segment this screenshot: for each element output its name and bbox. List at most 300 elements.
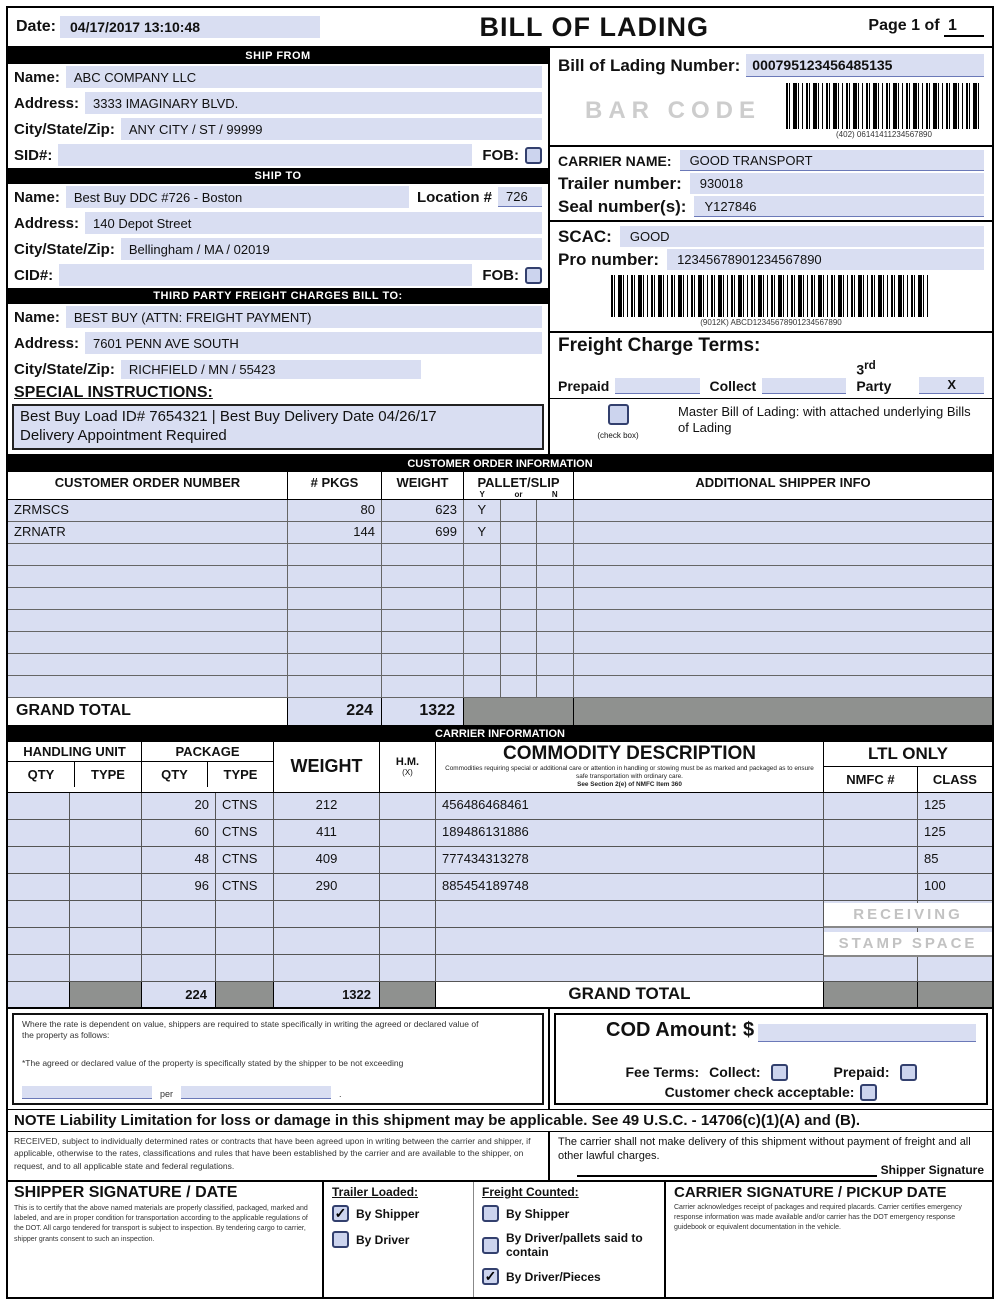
scac-row [550, 225, 992, 248]
order-number-cell[interactable]: ZRNATR [8, 522, 288, 543]
weight-cell[interactable]: 623 [382, 500, 464, 521]
hm-cell[interactable] [380, 820, 436, 846]
form-header [8, 8, 992, 48]
gt-pkg-qty: 224 [142, 982, 216, 1007]
shipper-signature-label: Shipper Signature [880, 1163, 984, 1178]
fee-collect-checkbox[interactable] [771, 1064, 788, 1081]
freight-counted-label: Freight Counted: [482, 1185, 579, 1200]
customer-order-row-empty [8, 544, 992, 566]
hu-qty-cell[interactable] [8, 901, 70, 927]
nmfc-label: NMFC # [824, 767, 918, 792]
weight-cell[interactable]: 290 [274, 874, 380, 900]
customer-order-header [8, 472, 992, 500]
pkgs-cell[interactable] [288, 654, 382, 675]
carrier-info-bar: CARRIER INFORMATION [8, 726, 992, 742]
carrier-info-row [8, 820, 992, 847]
address-label: Address: [14, 334, 80, 352]
check-box-caption: (check box) [597, 430, 639, 440]
hu-type-cell[interactable] [70, 793, 142, 819]
third-party-address-field[interactable]: 7601 PENN AVE SOUTH [85, 332, 542, 354]
ship-to-csz-row [8, 236, 548, 262]
trailer-number-field[interactable]: 930018 [690, 173, 984, 194]
commodity-header: COMMODITY DESCRIPTION Commodities requiring special or additional care or attention in handling or stowing must be as marked and packaged as to ensure safe transportation with ordinary care. See Section 2(e) of NMFC Item 360 [436, 742, 824, 792]
hu-qty-cell[interactable] [8, 820, 70, 846]
special-instructions-box[interactable] [12, 404, 544, 450]
received-section [8, 1132, 550, 1181]
order-number-cell[interactable] [8, 610, 288, 631]
weight-cell[interactable] [274, 955, 380, 981]
collect-field[interactable] [762, 378, 846, 394]
pallet-n-label: N [551, 489, 558, 499]
customer-order-row-empty [8, 676, 992, 698]
pkgs-cell[interactable] [288, 676, 382, 697]
sid-label: SID#: [14, 146, 53, 164]
ship-to-address-row [8, 210, 548, 236]
page-title: BILL OF LADING [479, 11, 709, 42]
pkgs-cell[interactable] [288, 544, 382, 565]
customer-grand-total-row [8, 698, 992, 726]
col-order-number: CUSTOMER ORDER NUMBER [8, 472, 288, 499]
freight-charge-terms [550, 331, 992, 398]
class-cell[interactable]: 100 [924, 877, 946, 893]
shipper-certification-text: This is to certify that the above named materials are properly classified, packaged, marked and labeled, and are in proper condition for transportation according to the applicable regulations of the DOT. All cargo tendered for transport is subject to inspection. By tendering cargo to carrier, shipper grants consent to such an inspection. [14, 1205, 308, 1243]
nmfc-cell[interactable] [824, 874, 918, 900]
master-bol-row [550, 398, 992, 443]
grand-total-gray-cell [574, 698, 992, 725]
csz-label: City/State/Zip: [14, 240, 115, 258]
prepaid-label: Prepaid: [833, 1064, 890, 1080]
ship-from-sid-field[interactable] [58, 144, 472, 166]
third-party-label: 3rd Party [856, 359, 892, 394]
gt-weight: 1322 [274, 982, 380, 1007]
commodity-cell[interactable]: 456486468461 [436, 793, 824, 819]
valuation-section [8, 1009, 550, 1109]
ship-from-name-row [8, 64, 548, 90]
freight-option: By Shipper [482, 1205, 656, 1222]
collect-label: Collect [709, 377, 757, 394]
nmfc-cell[interactable] [824, 820, 918, 846]
barcode-1-image [786, 83, 982, 129]
address-label: Address: [14, 94, 80, 112]
ship-from-address-row [8, 90, 548, 116]
customer-check-label: Customer check acceptable: [664, 1084, 855, 1100]
valuation-paragraph-1: Where the rate is dependent on value, shippers are required to state specifically in writing the agreed or declared value of the property as follows: [22, 1018, 479, 1041]
master-bol-checkbox-col [558, 404, 678, 440]
additional-info-cell[interactable] [574, 632, 992, 653]
additional-info-cell[interactable] [574, 500, 992, 521]
gt-gray-cell [216, 982, 274, 1007]
pkg-qty-cell[interactable] [142, 928, 216, 954]
bill-of-lading-form [6, 6, 994, 1299]
gt-label: GRAND TOTAL [436, 982, 824, 1007]
hu-type-cell[interactable] [70, 928, 142, 954]
order-number-cell[interactable] [8, 654, 288, 675]
pallet-or-label: or [514, 489, 523, 499]
pallet-cell[interactable] [464, 676, 574, 697]
customer-order-bar: CUSTOMER ORDER INFORMATION [8, 454, 992, 472]
pkg-qty-cell[interactable]: 96 [142, 874, 216, 900]
special-instructions-line2: Delivery Appointment Required [20, 426, 227, 444]
weight-cell[interactable] [274, 901, 380, 927]
pkg-qty-cell[interactable]: 20 [142, 793, 216, 819]
scac-box [550, 220, 992, 331]
barcode-1-caption: (402) 06141411234567890 [836, 130, 932, 139]
hu-type-cell[interactable] [70, 901, 142, 927]
hm-header: H.M. (X) [380, 742, 436, 792]
package-group: PACKAGE QTY TYPE [142, 742, 274, 792]
gt-gray-cell [380, 982, 436, 1007]
gt-gray-cell [918, 982, 992, 1007]
weight-cell[interactable]: 212 [274, 793, 380, 819]
ship-to-csz-field[interactable]: Bellingham / MA / 02019 [121, 238, 542, 260]
pro-number-row [550, 248, 992, 271]
fee-prepaid-checkbox[interactable] [900, 1064, 917, 1081]
cod-amount-label: COD Amount: $ [606, 1018, 755, 1041]
class-label: CLASS [932, 771, 977, 787]
third-party-name-field[interactable]: BEST BUY (ATTN: FREIGHT PAYMENT) [66, 306, 542, 328]
carrier-info-body [8, 793, 992, 1009]
liability-note: NOTE Liability Limitation for loss or damage in this shipment may be applicable. See 49 U.S.C. - 14706(c)(1)(A) and (B). [8, 1109, 992, 1132]
freight-option: By Driver/pallets said to contain [482, 1231, 656, 1259]
order-number-cell[interactable] [8, 676, 288, 697]
pkg-type-cell[interactable] [216, 928, 274, 954]
ship-to-cid-field[interactable] [59, 264, 472, 286]
pallet-cell[interactable]: Y [464, 500, 574, 521]
special-instructions-title: SPECIAL INSTRUCTIONS: [14, 384, 213, 401]
fee-terms-label: Fee Terms: [625, 1064, 700, 1080]
hu-qty-label: QTY [8, 762, 75, 787]
barcode-2-image [611, 275, 931, 317]
freight-counted-col [474, 1182, 664, 1297]
additional-info-cell[interactable] [574, 610, 992, 631]
carrier-info-header [8, 742, 992, 793]
carrier-signature-title: CARRIER SIGNATURE / PICKUP DATE [674, 1184, 947, 1202]
freight-by-shipper-checkbox[interactable] [482, 1205, 499, 1222]
valuation-box [12, 1013, 544, 1105]
weight-cell[interactable]: 411 [274, 820, 380, 846]
third-party-bar: THIRD PARTY FREIGHT CHARGES BILL TO: [8, 288, 548, 304]
carrier-name-label: CARRIER NAME: [558, 152, 672, 169]
trailer-option: ✓ By Shipper [332, 1205, 465, 1222]
ship-to-fob-checkbox[interactable] [525, 267, 542, 284]
carrier-info-row [8, 793, 992, 820]
per-unit-field[interactable] [181, 1086, 331, 1099]
hu-type-cell[interactable] [70, 820, 142, 846]
barcode-2-caption: (9012K) ABCD12345678901234567890 [700, 318, 842, 327]
valuation-paragraph-2: *The agreed or declared value of the property is specifically stated by the shipper to be not exceeding [22, 1058, 404, 1069]
customer-order-row-empty [8, 588, 992, 610]
valuation-blanks: per . [22, 1086, 342, 1099]
hu-qty-cell[interactable] [8, 955, 70, 981]
special-instructions-line1: Best Buy Load ID# 7654321 | Best Buy Delivery Date 04/26/17 [20, 408, 437, 425]
weight-cell[interactable] [382, 632, 464, 653]
scac-field[interactable]: GOOD [620, 226, 984, 247]
pkgs-cell[interactable]: 80 [288, 500, 382, 521]
hm-cell[interactable] [380, 928, 436, 954]
trailer-loaded-col [324, 1182, 474, 1297]
customer-check-checkbox[interactable] [860, 1084, 877, 1101]
shipper-signature-line [558, 1163, 984, 1177]
ship-from-fob-checkbox[interactable] [525, 147, 542, 164]
weight-cell[interactable] [274, 928, 380, 954]
pallet-cell[interactable] [464, 566, 574, 587]
cod-box [554, 1013, 988, 1105]
col-pallet-slip: PALLET/SLIP Y or N [464, 472, 574, 499]
fob-label: FOB: [482, 146, 519, 164]
freight-by-driver-pieces-checkbox[interactable] [482, 1268, 499, 1285]
pkg-qty-cell[interactable]: 48 [142, 847, 216, 873]
hu-type-label: TYPE [91, 766, 125, 782]
additional-info-cell[interactable] [574, 676, 992, 697]
barcode-2 [611, 275, 931, 327]
address-label: Address: [14, 214, 80, 232]
order-number-cell[interactable] [8, 632, 288, 653]
date-label: Date: [16, 18, 57, 35]
shipper-signature-section [8, 1182, 324, 1297]
pkg-type-cell[interactable] [216, 901, 274, 927]
bol-number-label: Bill of Lading Number: [558, 55, 741, 75]
order-number-cell[interactable] [8, 566, 288, 587]
trailer-loaded-label: Trailer Loaded: [332, 1185, 419, 1200]
seal-number-field[interactable]: Y127846 [694, 196, 984, 217]
hm-cell[interactable] [380, 901, 436, 927]
declared-value-field[interactable] [22, 1086, 152, 1099]
master-bol-checkbox[interactable] [608, 404, 629, 425]
pkgs-cell[interactable] [288, 588, 382, 609]
bol-number-row [550, 48, 992, 79]
customer-order-row [8, 500, 992, 522]
carrier-box [550, 145, 992, 220]
additional-info-cell[interactable] [574, 566, 992, 587]
hu-type-cell[interactable] [70, 955, 142, 981]
pallet-cell[interactable] [464, 654, 574, 675]
hm-cell[interactable] [380, 874, 436, 900]
csz-label: City/State/Zip: [14, 360, 115, 378]
grand-total-weight: 1322 [382, 698, 464, 725]
weight-cell[interactable] [382, 654, 464, 675]
pkg-type-cell[interactable]: CTNS [216, 793, 274, 819]
commodity-cell[interactable] [436, 901, 824, 927]
ship-from-address-field[interactable]: 3333 IMAGINARY BLVD. [85, 92, 542, 114]
weight-cell[interactable]: 409 [274, 847, 380, 873]
weight-cell[interactable] [382, 588, 464, 609]
master-bol-text: Master Bill of Lading: with attached underlying Bills of Lading [678, 403, 971, 435]
barcode-area-1 [550, 79, 992, 145]
nmfc-cell[interactable] [824, 847, 918, 873]
scac-label: SCAC: [558, 226, 612, 246]
gt-gray-cell [824, 982, 918, 1007]
weight-cell[interactable] [382, 544, 464, 565]
freight-option: ✓ By Driver/Pieces [482, 1268, 656, 1285]
class-cell[interactable]: 85 [924, 850, 939, 866]
third-party-csz-field[interactable]: RICHFIELD / MN / 55423 [121, 360, 421, 379]
pro-number-label: Pro number: [558, 249, 660, 269]
customer-order-row-empty [8, 566, 992, 588]
third-party-field[interactable]: X [919, 377, 984, 394]
name-label: Name: [14, 308, 60, 326]
pallet-cell[interactable]: Y [464, 522, 574, 543]
hu-qty-cell[interactable] [8, 793, 70, 819]
carrier-grand-total-row [8, 982, 992, 1009]
ship-from-csz-field[interactable]: ANY CITY / ST / 99999 [121, 118, 542, 140]
col-pkgs: # PKGS [288, 472, 382, 499]
col-additional-info: ADDITIONAL SHIPPER INFO [695, 474, 871, 490]
hm-cell[interactable] [380, 955, 436, 981]
customer-order-row-empty [8, 610, 992, 632]
signature-rule[interactable] [577, 1163, 877, 1177]
customer-check-row [566, 1084, 976, 1101]
hm-cell[interactable] [380, 793, 436, 819]
right-column [550, 48, 992, 454]
pkg-qty-cell[interactable]: 60 [142, 820, 216, 846]
order-number-cell[interactable]: ZRMSCS [8, 500, 288, 521]
handling-unit-group: HANDLING UNIT QTY TYPE [8, 742, 142, 792]
ship-from-name-field[interactable]: ABC COMPANY LLC [66, 66, 542, 88]
pkg-qty-cell[interactable] [142, 901, 216, 927]
weight-cell[interactable] [382, 676, 464, 697]
hu-qty-cell[interactable] [8, 847, 70, 873]
commodity-cell[interactable]: 189486131886 [436, 820, 824, 846]
hu-qty-cell[interactable] [8, 874, 70, 900]
customer-order-row-empty [8, 632, 992, 654]
ship-from-csz-row [8, 116, 548, 142]
pkg-qty-label: QTY [142, 762, 208, 787]
trailer-by-driver-checkbox[interactable] [332, 1231, 349, 1248]
loading-counting-section [324, 1182, 666, 1297]
carrier-signature-section [666, 1182, 992, 1297]
pkg-type-cell[interactable]: CTNS [216, 820, 274, 846]
ship-to-bar: SHIP TO [8, 168, 548, 184]
freight-charge-terms-options [558, 359, 984, 394]
page-number-field[interactable]: 1 [944, 17, 984, 37]
grand-total-pkgs: 224 [288, 698, 382, 725]
hu-qty-cell[interactable] [8, 928, 70, 954]
hu-type-cell[interactable] [70, 847, 142, 873]
page-indicator [868, 17, 984, 37]
third-party-name-row [8, 304, 548, 330]
ltl-group: LTL ONLY NMFC # CLASS [824, 742, 992, 792]
pallet-cell[interactable] [464, 632, 574, 653]
grand-total-gray-cell [464, 698, 574, 725]
freight-by-driver-pallets-checkbox[interactable] [482, 1237, 499, 1254]
class-cell[interactable]: 125 [924, 796, 946, 812]
pallet-cell[interactable] [464, 588, 574, 609]
third-party-csz-row [8, 356, 548, 382]
hm-cell[interactable] [380, 847, 436, 873]
third-party-address-row [8, 330, 548, 356]
pkg-qty-cell[interactable] [142, 955, 216, 981]
prepaid-label: Prepaid [558, 377, 610, 394]
additional-info-cell[interactable] [574, 588, 992, 609]
cod-amount-field[interactable] [758, 1024, 976, 1042]
pkg-type-cell[interactable] [216, 955, 274, 981]
trailer-by-shipper-checkbox[interactable] [332, 1205, 349, 1222]
additional-info-cell[interactable] [574, 522, 992, 543]
gt-cell [8, 982, 70, 1007]
carrier-info-row [8, 847, 992, 874]
gt-gray-cell [70, 982, 142, 1007]
carrier-info-row [8, 874, 992, 901]
commodity-cell[interactable]: 777434313278 [436, 847, 824, 873]
weight-cell[interactable]: 699 [382, 522, 464, 543]
barcode-1 [786, 83, 982, 139]
ship-from-bar: SHIP FROM [8, 48, 548, 64]
bol-number-field[interactable]: 000795123456485135 [746, 54, 984, 77]
ship-from-sid-row [8, 142, 548, 168]
csz-label: City/State/Zip: [14, 120, 115, 138]
customer-order-row-empty [8, 654, 992, 676]
weight-header: WEIGHT [274, 742, 380, 792]
seal-number-label: Seal number(s): [558, 196, 687, 216]
pallet-cell[interactable] [464, 544, 574, 565]
col-weight: WEIGHT [382, 472, 464, 499]
shipper-signature-title: SHIPPER SIGNATURE / DATE [14, 1184, 238, 1202]
left-column [8, 48, 550, 454]
prepaid-field[interactable] [615, 378, 699, 394]
trailer-number-row [550, 172, 992, 195]
pkg-type-cell[interactable]: CTNS [216, 874, 274, 900]
pkgs-cell[interactable]: 144 [288, 522, 382, 543]
cid-label: CID#: [14, 266, 54, 284]
pkgs-cell[interactable] [288, 632, 382, 653]
collect-label: Collect: [709, 1064, 761, 1080]
carrier-certification-text: Carrier acknowledges receipt of packages and required placards. Carrier certifies emergency response information was made available and/or carrier has the DOT emergency response guidebook or equivalent documentation in the vehicle. [674, 1204, 962, 1232]
hu-type-cell[interactable] [70, 874, 142, 900]
commodity-cell[interactable]: 885454189748 [436, 874, 824, 900]
pallet-y-label: Y [479, 489, 485, 499]
class-cell[interactable]: 125 [924, 823, 946, 839]
date-field[interactable]: 04/17/2017 13:10:48 [60, 16, 320, 38]
carrier-name-field[interactable]: GOOD TRANSPORT [680, 150, 984, 171]
trailer-option: By Driver [332, 1231, 465, 1248]
fee-terms-row [566, 1064, 976, 1081]
name-label: Name: [14, 68, 60, 86]
pkg-type-cell[interactable]: CTNS [216, 847, 274, 873]
pkg-type-label: TYPE [223, 766, 258, 782]
pallet-cell[interactable] [464, 610, 574, 631]
freight-charge-terms-title: Freight Charge Terms: [558, 335, 761, 356]
pkgs-cell[interactable] [288, 610, 382, 631]
order-number-cell[interactable] [8, 588, 288, 609]
commodity-cell[interactable] [436, 928, 824, 954]
grand-total-label: GRAND TOTAL [8, 698, 288, 725]
seal-number-row [550, 195, 992, 218]
per-label: per [160, 1088, 174, 1099]
ship-to-cid-row [8, 262, 548, 288]
delivery-section [550, 1132, 992, 1181]
carrier-name-row [550, 149, 992, 172]
ship-to-name-field[interactable]: Best Buy DDC #726 - Boston [66, 186, 409, 208]
weight-cell[interactable] [382, 566, 464, 587]
customer-order-row [8, 522, 992, 544]
ship-to-name-row [8, 184, 548, 210]
ship-to-address-field[interactable]: 140 Depot Street [85, 212, 542, 234]
received-text: RECEIVED, subject to individually determined rates or contracts that have been agreed upon in writing between the carrier and shipper, if applicable, otherwise to the rates, classifications and rules that have been established by the carrier and are available to the shipper, on request, and to all applicable state and federal regulations. [14, 1135, 531, 1171]
page-label: Page 1 of [868, 17, 940, 34]
cod-section [550, 1009, 992, 1109]
commodity-cell[interactable] [436, 955, 824, 981]
order-number-cell[interactable] [8, 544, 288, 565]
weight-cell[interactable] [382, 610, 464, 631]
ship-to-location-field[interactable]: 726 [498, 187, 542, 207]
additional-info-cell[interactable] [574, 654, 992, 675]
nmfc-cell[interactable] [824, 793, 918, 819]
receiving-stamp-space: RECEIVING STAMP SPACE [824, 903, 992, 961]
pro-number-field[interactable]: 12345678901234567890 [667, 249, 984, 270]
fob-label: FOB: [482, 266, 519, 284]
pkgs-cell[interactable] [288, 566, 382, 587]
additional-info-cell[interactable] [574, 544, 992, 565]
